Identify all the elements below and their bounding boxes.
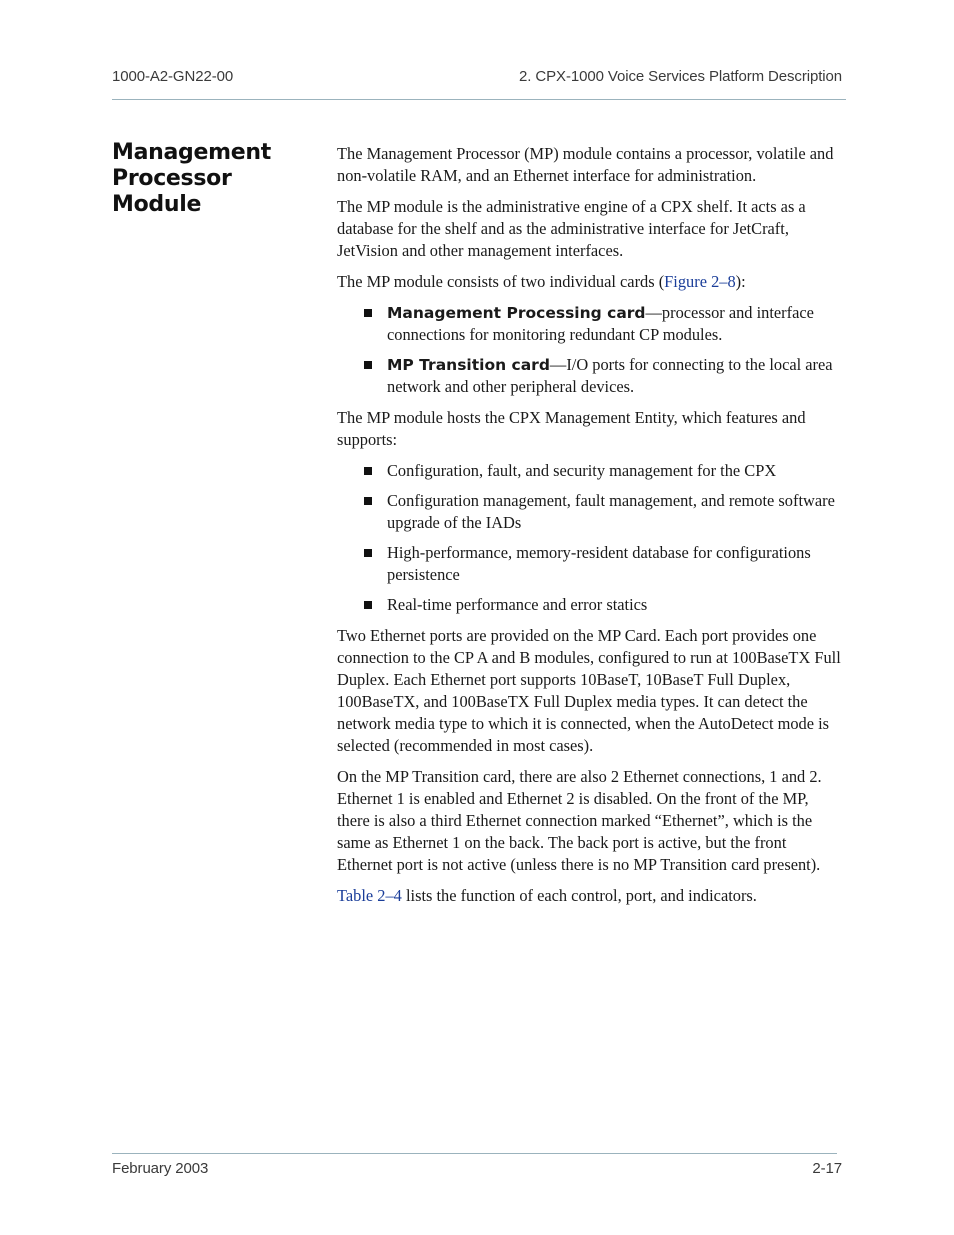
body-column	[337, 143, 842, 916]
header-rule	[112, 99, 846, 100]
footer-rule	[112, 1153, 837, 1154]
paragraph-engine: The MP module is the administrative engine of a CPX shelf. It acts as a database for the shelf and as the administrative interface for JetCraft, JetVision and other management interfaces.	[337, 197, 806, 260]
square-bullet-icon	[364, 601, 372, 609]
cards-trailing-text: ):	[735, 272, 746, 291]
paragraph-intro: The Management Processor (MP) module contains a processor, volatile and non-volatile RAM, and an Ethernet interface for administration.	[337, 144, 834, 185]
feature-text: Configuration, fault, and security management for the CPX	[387, 461, 777, 480]
list-item-feature	[337, 542, 842, 586]
paragraph-ethernet-ports: Two Ethernet ports are provided on the MP Card. Each port provides one connection to the CP A and B modules, configured to run at 100BaseTX Full Duplex. Each Ethernet port supports 10BaseT, 10BaseT Full Duplex, 100BaseTX, and 100BaseTX Full Duplex media types. It can detect the network media type to which it is connected, when the AutoDetect mode is selected (recommended in most cases).	[337, 626, 841, 755]
description-mp-transition-card: —I/O ports for connecting to the local area network and other peripheral devices.	[387, 355, 833, 396]
cards-lead-text: The MP module consists of two individual cards (	[337, 272, 665, 291]
term-management-processing-card: Management Processing card	[387, 304, 646, 322]
table-reference-text: lists the function of each control, port, and indicators.	[401, 886, 757, 905]
square-bullet-icon	[364, 549, 372, 557]
footer-page-number: 2-17	[812, 1160, 842, 1177]
header-doc-number: 1000-A2-GN22-00	[112, 68, 234, 85]
list-item-mp-transition-card	[337, 354, 842, 398]
section-title: Management Processor Module	[112, 140, 271, 217]
figure-2-8-link[interactable]: Figure 2–8	[664, 272, 736, 291]
square-bullet-icon	[364, 309, 372, 317]
paragraph-transition-card: On the MP Transition card, there are also 2 Ethernet connections, 1 and 2. Ethernet 1 is enabled and Ethernet 2 is disabled. On the front of the MP, there is also a third Ethernet connection marked “Ethernet”, which is the same as Ethernet 1 on the back. The back port is active, but the front Ethernet port is not active (unless there is no MP Transition card present).	[337, 767, 822, 874]
list-item-feature	[337, 594, 842, 616]
paragraph-management-entity: The MP module hosts the CPX Management Entity, which features and supports:	[337, 408, 806, 449]
cards-list	[337, 302, 842, 398]
header-chapter-title: 2. CPX-1000 Voice Services Platform Description	[519, 68, 842, 85]
list-item-management-processing-card	[337, 302, 842, 346]
description-management-processing-card: —processor and interface connections for monitoring redundant CP modules.	[387, 303, 814, 344]
paragraph-cards	[337, 271, 842, 293]
paragraph-table-reference	[337, 885, 842, 907]
square-bullet-icon	[364, 497, 372, 505]
list-item-feature	[337, 460, 842, 482]
features-list	[337, 460, 842, 616]
square-bullet-icon	[364, 467, 372, 475]
feature-text: High-performance, memory-resident database for configurations persistence	[387, 543, 811, 584]
term-mp-transition-card: MP Transition card	[387, 356, 550, 374]
feature-text: Configuration management, fault management, and remote software upgrade of the IADs	[387, 491, 835, 532]
footer-date: February 2003	[112, 1160, 209, 1177]
list-item-feature	[337, 490, 842, 534]
feature-text: Real-time performance and error statics	[387, 595, 648, 614]
table-2-4-link[interactable]: Table 2–4	[337, 886, 402, 905]
square-bullet-icon	[364, 361, 372, 369]
